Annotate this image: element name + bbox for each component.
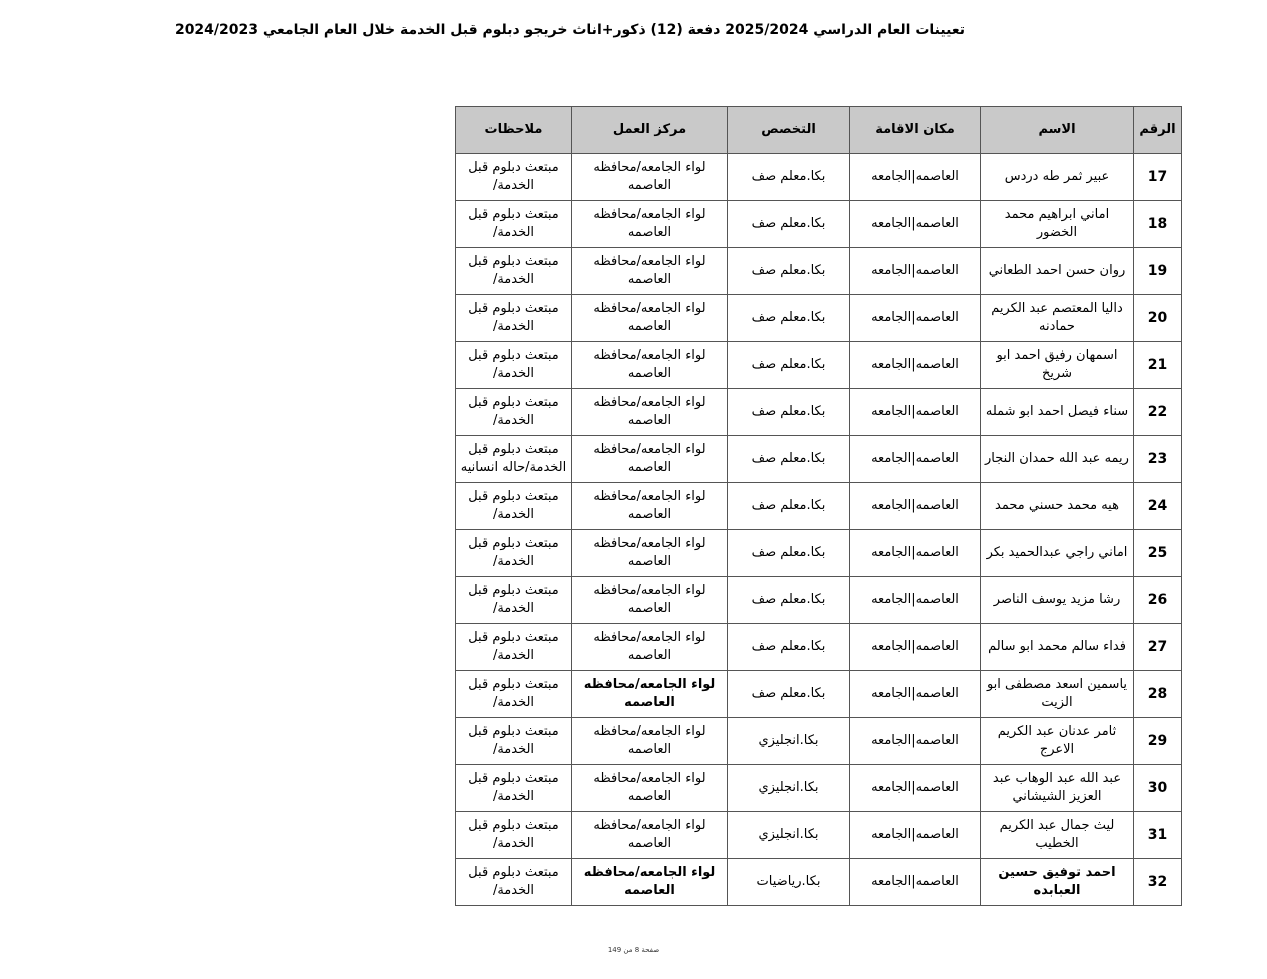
cell-notes: مبتعث دبلوم قبل الخدمة/ [456,765,572,812]
table-row [456,483,1182,530]
cell-workplace: لواء الجامعه/محافظه العاصمه [572,389,728,436]
cell-notes: مبتعث دبلوم قبل الخدمة/ [456,342,572,389]
cell-specialty: بكا.انجليزي [728,812,850,859]
cell-name: داليا المعتصم عبد الكريم حمادنه [981,295,1134,342]
cell-num: 22 [1134,389,1182,436]
table-row [456,765,1182,812]
cell-specialty: بكا.معلم صف [728,248,850,295]
cell-num: 18 [1134,201,1182,248]
cell-num: 17 [1134,154,1182,201]
cell-workplace: لواء الجامعه/محافظه العاصمه [572,577,728,624]
cell-num: 26 [1134,577,1182,624]
cell-notes: مبتعث دبلوم قبل الخدمة/ [456,530,572,577]
cell-notes: مبتعث دبلوم قبل الخدمة/ [456,248,572,295]
page-number-footer: صفحة 8 من 149 [607,946,660,954]
cell-name: ثامر عدنان عبد الكريم الاعرج [981,718,1134,765]
cell-residence: العاصمه|الجامعه [850,765,981,812]
cell-specialty: بكا.انجليزي [728,765,850,812]
header-workplace: مركز العمل [572,107,728,154]
cell-num: 21 [1134,342,1182,389]
table-body [456,154,1182,906]
cell-residence: العاصمه|الجامعه [850,154,981,201]
cell-name: روان حسن احمد الطعاني [981,248,1134,295]
cell-num: 25 [1134,530,1182,577]
cell-num: 27 [1134,624,1182,671]
header-specialty: التخصص [728,107,850,154]
table-row [456,342,1182,389]
cell-residence: العاصمه|الجامعه [850,483,981,530]
cell-notes: مبتعث دبلوم قبل الخدمة/ [456,483,572,530]
header-notes: ملاحظات [456,107,572,154]
header-num: الرقم [1134,107,1182,154]
cell-specialty: بكا.رياضيات [728,859,850,906]
cell-name: اماني ابراهيم محمد الخضور [981,201,1134,248]
cell-notes: مبتعث دبلوم قبل الخدمة/ [456,295,572,342]
cell-num: 31 [1134,812,1182,859]
cell-workplace: لواء الجامعه/محافظه العاصمه [572,436,728,483]
cell-workplace: لواء الجامعه/محافظه العاصمه [572,859,728,906]
cell-num: 19 [1134,248,1182,295]
cell-residence: العاصمه|الجامعه [850,624,981,671]
table-row [456,812,1182,859]
cell-specialty: بكا.معلم صف [728,389,850,436]
cell-specialty: بكا.معلم صف [728,295,850,342]
cell-residence: العاصمه|الجامعه [850,671,981,718]
table-row [456,530,1182,577]
cell-notes: مبتعث دبلوم قبل الخدمة/ [456,812,572,859]
cell-workplace: لواء الجامعه/محافظه العاصمه [572,342,728,389]
cell-specialty: بكا.معلم صف [728,530,850,577]
cell-workplace: لواء الجامعه/محافظه العاصمه [572,201,728,248]
header-residence: مكان الاقامة [850,107,981,154]
table-row [456,201,1182,248]
table-row [456,295,1182,342]
cell-name: فداء سالم محمد ابو سالم [981,624,1134,671]
cell-specialty: بكا.معلم صف [728,436,850,483]
cell-name: ريمه عبد الله حمدان النجار [981,436,1134,483]
table-row [456,248,1182,295]
cell-residence: العاصمه|الجامعه [850,577,981,624]
cell-num: 29 [1134,718,1182,765]
cell-residence: العاصمه|الجامعه [850,389,981,436]
cell-workplace: لواء الجامعه/محافظه العاصمه [572,671,728,718]
table-header-row [456,107,1182,154]
cell-residence: العاصمه|الجامعه [850,718,981,765]
cell-workplace: لواء الجامعه/محافظه العاصمه [572,812,728,859]
cell-num: 28 [1134,671,1182,718]
cell-name: اماني راجي عبدالحميد بكر [981,530,1134,577]
cell-workplace: لواء الجامعه/محافظه العاصمه [572,765,728,812]
cell-specialty: بكا.معلم صف [728,483,850,530]
table-row [456,389,1182,436]
table-row [456,671,1182,718]
cell-specialty: بكا.معلم صف [728,342,850,389]
cell-workplace: لواء الجامعه/محافظه العاصمه [572,248,728,295]
cell-workplace: لواء الجامعه/محافظه العاصمه [572,624,728,671]
cell-residence: العاصمه|الجامعه [850,812,981,859]
table-row [456,624,1182,671]
cell-residence: العاصمه|الجامعه [850,295,981,342]
cell-residence: العاصمه|الجامعه [850,201,981,248]
cell-notes: مبتعث دبلوم قبل الخدمة/ [456,389,572,436]
cell-num: 32 [1134,859,1182,906]
cell-name: ليث جمال عبد الكريم الخطيب [981,812,1134,859]
cell-name: احمد توفيق حسين العبابده [981,859,1134,906]
cell-residence: العاصمه|الجامعه [850,530,981,577]
cell-name: ياسمين اسعد مصطفى ابو الزيت [981,671,1134,718]
cell-name: سناء فيصل احمد ابو شمله [981,389,1134,436]
cell-residence: العاصمه|الجامعه [850,436,981,483]
cell-name: هيه محمد حسني محمد [981,483,1134,530]
cell-workplace: لواء الجامعه/محافظه العاصمه [572,718,728,765]
cell-notes: مبتعث دبلوم قبل الخدمة/ [456,577,572,624]
cell-residence: العاصمه|الجامعه [850,342,981,389]
cell-notes: مبتعث دبلوم قبل الخدمة/ [456,859,572,906]
cell-num: 30 [1134,765,1182,812]
cell-notes: مبتعث دبلوم قبل الخدمة/حاله انسانيه [456,436,572,483]
table-row [456,436,1182,483]
appointments-table [455,106,1182,906]
cell-specialty: بكا.معلم صف [728,624,850,671]
table-row [456,154,1182,201]
cell-name: عبير ثمر طه دردس [981,154,1134,201]
cell-notes: مبتعث دبلوم قبل الخدمة/ [456,201,572,248]
cell-specialty: بكا.معلم صف [728,154,850,201]
page-title: تعيينات العام الدراسي 2025/2024 دفعة (12) ذكور+اناث خريجو دبلوم قبل الخدمة خلال العام الجامعي 2024/2023 [174,22,965,38]
cell-workplace: لواء الجامعه/محافظه العاصمه [572,483,728,530]
cell-specialty: بكا.انجليزي [728,718,850,765]
cell-residence: العاصمه|الجامعه [850,248,981,295]
cell-workplace: لواء الجامعه/محافظه العاصمه [572,295,728,342]
table-row [456,859,1182,906]
table-row [456,577,1182,624]
cell-specialty: بكا.معلم صف [728,201,850,248]
table-row [456,718,1182,765]
cell-notes: مبتعث دبلوم قبل الخدمة/ [456,154,572,201]
cell-notes: مبتعث دبلوم قبل الخدمة/ [456,624,572,671]
cell-name: عبد الله عبد الوهاب عبد العزيز الشيشاني [981,765,1134,812]
cell-residence: العاصمه|الجامعه [850,859,981,906]
cell-name: رشا مزيد يوسف الناصر [981,577,1134,624]
cell-workplace: لواء الجامعه/محافظه العاصمه [572,154,728,201]
cell-name: اسمهان رفيق احمد ابو شريخ [981,342,1134,389]
cell-num: 23 [1134,436,1182,483]
cell-specialty: بكا.معلم صف [728,671,850,718]
cell-specialty: بكا.معلم صف [728,577,850,624]
header-name: الاسم [981,107,1134,154]
appointments-table-container [455,106,1181,906]
cell-notes: مبتعث دبلوم قبل الخدمة/ [456,718,572,765]
cell-num: 24 [1134,483,1182,530]
cell-notes: مبتعث دبلوم قبل الخدمة/ [456,671,572,718]
cell-num: 20 [1134,295,1182,342]
cell-workplace: لواء الجامعه/محافظه العاصمه [572,530,728,577]
